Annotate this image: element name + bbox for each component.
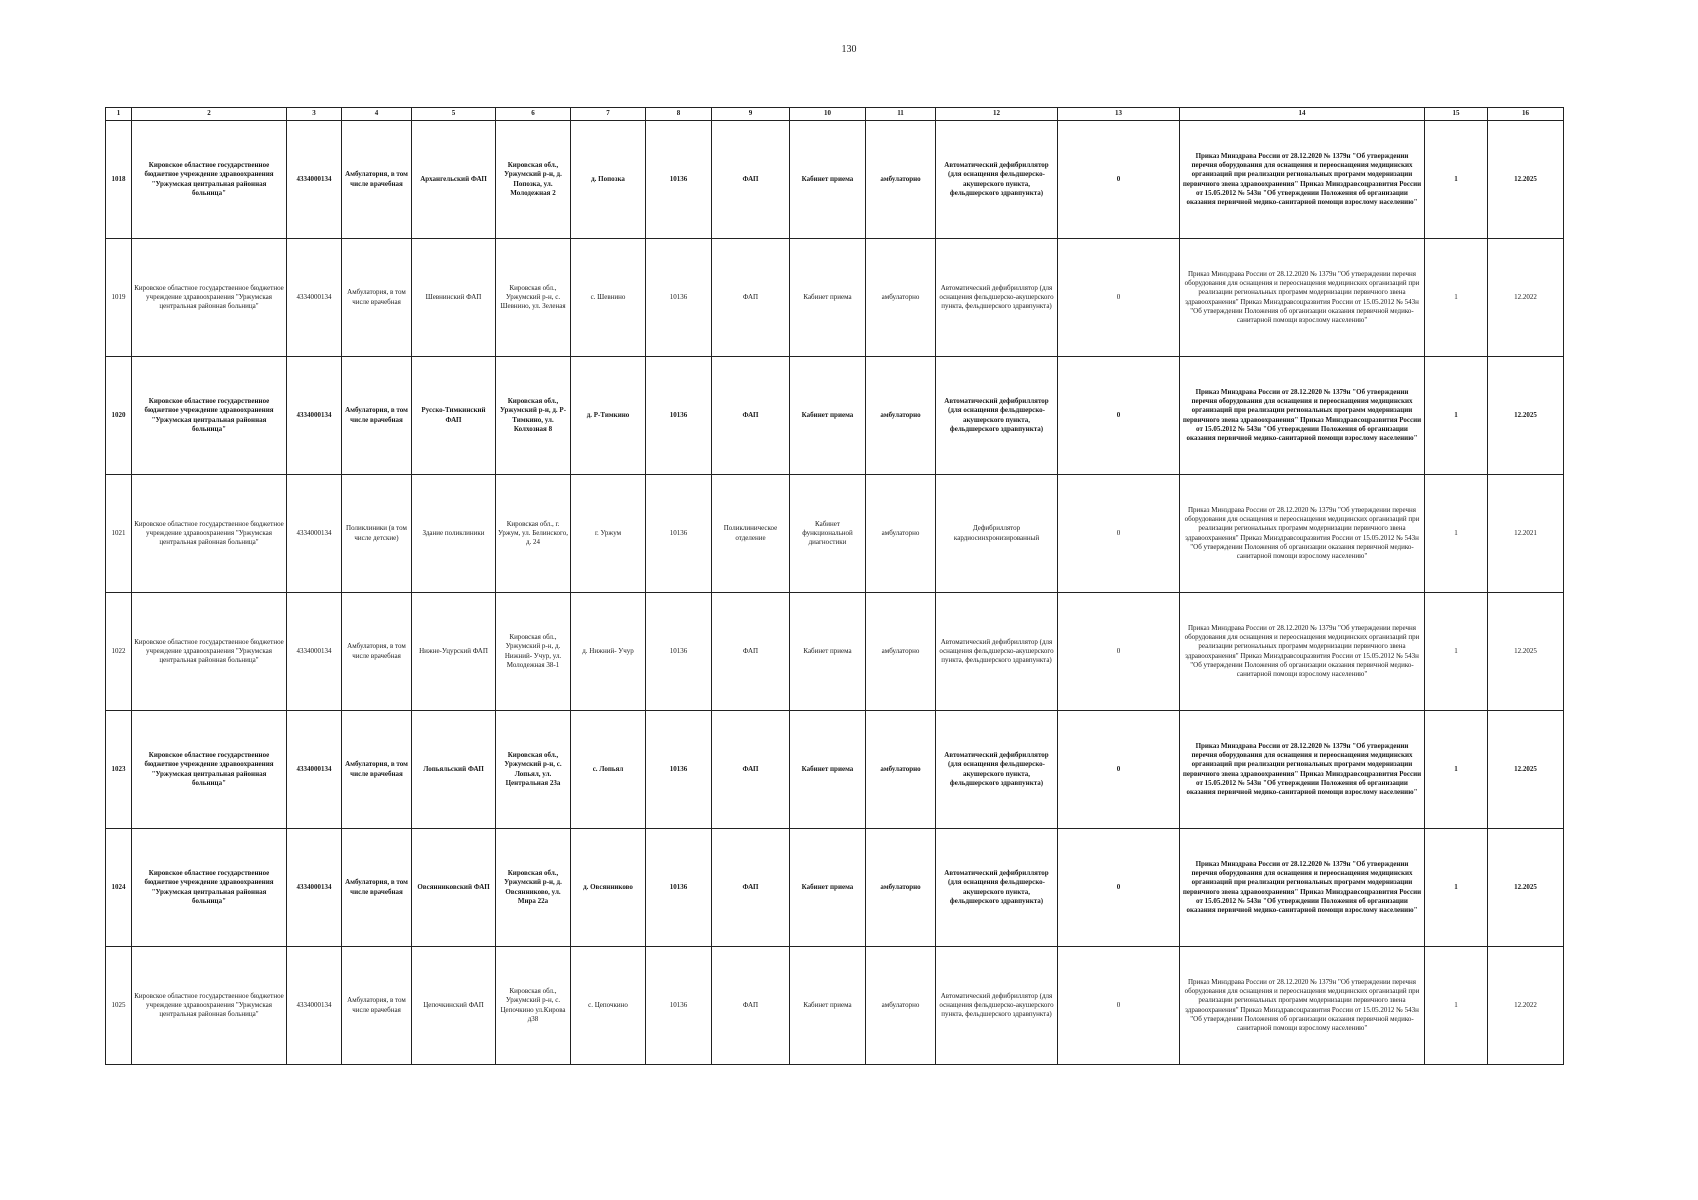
column-number-header: 1 [106,108,132,121]
inn-cell: 4334000134 [287,357,342,475]
locality-cell: с. Шевнино [571,239,646,357]
legal-basis-cell: Приказ Минздрава России от 28.12.2020 № 1379н "Об утверждении перечня оборудования для оснащения и переоснащения медицинских организаций при реализации региональных программ модернизации первичного звена здравоохранения" Приказ Минздравсоцразвития России от 15.05.2012 № 543н "Об утверждении Положения об организации оказания первичной медико-санитарной помощи взрослому населению" [1180,829,1425,947]
table-row [106,829,1564,947]
subdivision-cell: ФАП [712,947,790,1065]
table-row [106,475,1564,593]
organization-cell: Кировское областное государственное бюджетное учреждение здравоохранения "Уржумская центральная районная больница" [132,947,287,1065]
inn-cell: 4334000134 [287,947,342,1065]
legal-basis-cell: Приказ Минздрава России от 28.12.2020 № 1379н "Об утверждении перечня оборудования для оснащения и переоснащения медицинских организаций при реализации региональных программ модернизации первичного звена здравоохранения" Приказ Минздравсоцразвития России от 15.05.2012 № 543н "Об утверждении Положения об организации оказания первичной медико-санитарной помощи взрослому населению" [1180,357,1425,475]
subdivision-cell: ФАП [712,239,790,357]
delivery-date-cell: 12.2021 [1488,475,1564,593]
room-cell: Кабинет приема [790,239,866,357]
facility-type-cell: Амбулатория, в том числе врачебная [342,357,412,475]
room-cell: Кабинет приема [790,711,866,829]
oktmo-cell: 10136 [646,711,712,829]
care-condition-cell: амбулаторно [866,475,936,593]
legal-basis-cell: Приказ Минздрава России от 28.12.2020 № 1379н "Об утверждении перечня оборудования для оснащения и переоснащения медицинских организаций при реализации региональных программ модернизации первичного звена здравоохранения" Приказ Минздравсоцразвития России от 15.05.2012 № 543н "Об утверждении Положения об организации оказания первичной медико-санитарной помощи взрослому населению" [1180,239,1425,357]
row-number-cell: 1024 [106,829,132,947]
inn-cell: 4334000134 [287,475,342,593]
quantity-needed-cell: 1 [1425,121,1488,239]
subdivision-cell: Поликлиническое отделение [712,475,790,593]
subdivision-cell: ФАП [712,711,790,829]
unit-name-cell: Нижне-Уцурский ФАП [412,593,496,711]
quantity-needed-cell: 1 [1425,593,1488,711]
row-number-cell: 1018 [106,121,132,239]
equipment-registry-table [105,107,1564,1065]
equipment-name-cell: Дефибриллятор кардиосинхронизированный [936,475,1058,593]
subdivision-cell: ФАП [712,121,790,239]
oktmo-cell: 10136 [646,357,712,475]
quantity-available-cell: 0 [1058,711,1180,829]
column-number-header: 2 [132,108,287,121]
address-cell: Кировская обл., Уржумский р-н, д. Нижний- Учур, ул. Молодежная 38-1 [496,593,571,711]
unit-name-cell: Лопьяльский ФАП [412,711,496,829]
column-number-header: 15 [1425,108,1488,121]
equipment-name-cell: Автоматический дефибриллятор (для оснащения фельдшерско-акушерского пункта, фельдшерского здравпункта) [936,947,1058,1065]
subdivision-cell: ФАП [712,829,790,947]
care-condition-cell: амбулаторно [866,121,936,239]
column-number-header: 4 [342,108,412,121]
unit-name-cell: Здание поликлиники [412,475,496,593]
equipment-name-cell: Автоматический дефибриллятор (для оснащения фельдшерско-акушерского пункта, фельдшерского здравпункта) [936,121,1058,239]
column-number-header: 11 [866,108,936,121]
facility-type-cell: Поликлиники (в том числе детские) [342,475,412,593]
facility-type-cell: Амбулатория, в том числе врачебная [342,947,412,1065]
delivery-date-cell: 12.2022 [1488,947,1564,1065]
column-number-header: 6 [496,108,571,121]
quantity-needed-cell: 1 [1425,947,1488,1065]
column-number-header: 10 [790,108,866,121]
oktmo-cell: 10136 [646,947,712,1065]
column-number-header: 3 [287,108,342,121]
unit-name-cell: Русско-Тимкинский ФАП [412,357,496,475]
care-condition-cell: амбулаторно [866,829,936,947]
page-number: 130 [841,44,857,55]
unit-name-cell: Цепочкинский ФАП [412,947,496,1065]
quantity-needed-cell: 1 [1425,239,1488,357]
address-cell: Кировская обл., Уржумский р-н, с. Шевнино, ул. Зеленая [496,239,571,357]
room-cell: Кабинет приема [790,947,866,1065]
care-condition-cell: амбулаторно [866,357,936,475]
quantity-needed-cell: 1 [1425,357,1488,475]
equipment-name-cell: Автоматический дефибриллятор (для оснащения фельдшерско-акушерского пункта, фельдшерского здравпункта) [936,711,1058,829]
table-row [106,357,1564,475]
care-condition-cell: амбулаторно [866,947,936,1065]
care-condition-cell: амбулаторно [866,593,936,711]
inn-cell: 4334000134 [287,593,342,711]
column-number-header: 13 [1058,108,1180,121]
column-number-header: 8 [646,108,712,121]
column-number-header: 14 [1180,108,1425,121]
quantity-needed-cell: 1 [1425,829,1488,947]
inn-cell: 4334000134 [287,711,342,829]
oktmo-cell: 10136 [646,593,712,711]
column-number-header: 9 [712,108,790,121]
quantity-available-cell: 0 [1058,357,1180,475]
column-number-header: 16 [1488,108,1564,121]
room-cell: Кабинет приема [790,357,866,475]
address-cell: Кировская обл., Уржумский р-н, д. Овсянниково, ул. Мира 22а [496,829,571,947]
delivery-date-cell: 12.2025 [1488,121,1564,239]
care-condition-cell: амбулаторно [866,239,936,357]
room-cell: Кабинет приема [790,829,866,947]
row-number-cell: 1020 [106,357,132,475]
quantity-needed-cell: 1 [1425,475,1488,593]
oktmo-cell: 10136 [646,829,712,947]
column-number-header: 7 [571,108,646,121]
column-number-header: 12 [936,108,1058,121]
quantity-available-cell: 0 [1058,593,1180,711]
organization-cell: Кировское областное государственное бюджетное учреждение здравоохранения "Уржумская центральная районная больница" [132,121,287,239]
inn-cell: 4334000134 [287,121,342,239]
locality-cell: д. Овсянниково [571,829,646,947]
locality-cell: с. Лопьял [571,711,646,829]
organization-cell: Кировское областное государственное бюджетное учреждение здравоохранения "Уржумская центральная районная больница" [132,357,287,475]
equipment-name-cell: Автоматический дефибриллятор (для оснащения фельдшерско-акушерского пункта, фельдшерского здравпункта) [936,357,1058,475]
legal-basis-cell: Приказ Минздрава России от 28.12.2020 № 1379н "Об утверждении перечня оборудования для оснащения и переоснащения медицинских организаций при реализации региональных программ модернизации первичного звена здравоохранения" Приказ Минздравсоцразвития России от 15.05.2012 № 543н "Об утверждении Положения об организации оказания первичной медико-санитарной помощи взрослому населению" [1180,711,1425,829]
room-cell: Кабинет приема [790,593,866,711]
oktmo-cell: 10136 [646,239,712,357]
row-number-cell: 1025 [106,947,132,1065]
delivery-date-cell: 12.2025 [1488,357,1564,475]
quantity-available-cell: 0 [1058,121,1180,239]
care-condition-cell: амбулаторно [866,711,936,829]
facility-type-cell: Амбулатория, в том числе врачебная [342,829,412,947]
facility-type-cell: Амбулатория, в том числе врачебная [342,121,412,239]
legal-basis-cell: Приказ Минздрава России от 28.12.2020 № 1379н "Об утверждении перечня оборудования для оснащения и переоснащения медицинских организаций при реализации региональных программ модернизации первичного звена здравоохранения" Приказ Минздравсоцразвития России от 15.05.2012 № 543н "Об утверждении Положения об организации оказания первичной медико-санитарной помощи взрослому населению" [1180,947,1425,1065]
table-row [106,121,1564,239]
subdivision-cell: ФАП [712,357,790,475]
table-row [106,239,1564,357]
address-cell: Кировская обл., г. Уржум, ул. Белинского, д. 24 [496,475,571,593]
legal-basis-cell: Приказ Минздрава России от 28.12.2020 № 1379н "Об утверждении перечня оборудования для оснащения и переоснащения медицинских организаций при реализации региональных программ модернизации первичного звена здравоохранения" Приказ Минздравсоцразвития России от 15.05.2012 № 543н "Об утверждении Положения об организации оказания первичной медико-санитарной помощи взрослому населению" [1180,121,1425,239]
quantity-available-cell: 0 [1058,829,1180,947]
address-cell: Кировская обл., Уржумский р-н, с. Лопьял, ул. Центральная 23а [496,711,571,829]
locality-cell: д. Попозка [571,121,646,239]
quantity-available-cell: 0 [1058,239,1180,357]
unit-name-cell: Шевнинский ФАП [412,239,496,357]
delivery-date-cell: 12.2025 [1488,829,1564,947]
row-number-cell: 1023 [106,711,132,829]
address-cell: Кировская обл., Уржумский р-н, с. Цепочкино ул.Кирова д38 [496,947,571,1065]
organization-cell: Кировское областное государственное бюджетное учреждение здравоохранения "Уржумская центральная районная больница" [132,711,287,829]
row-number-cell: 1021 [106,475,132,593]
organization-cell: Кировское областное государственное бюджетное учреждение здравоохранения "Уржумская центральная районная больница" [132,475,287,593]
table-row [106,947,1564,1065]
column-number-header: 5 [412,108,496,121]
delivery-date-cell: 12.2025 [1488,593,1564,711]
legal-basis-cell: Приказ Минздрава России от 28.12.2020 № 1379н "Об утверждении перечня оборудования для оснащения и переоснащения медицинских организаций при реализации региональных программ модернизации первичного звена здравоохранения" Приказ Минздравсоцразвития России от 15.05.2012 № 543н "Об утверждении Положения об организации оказания первичной медико-санитарной помощи взрослому населению" [1180,475,1425,593]
facility-type-cell: Амбулатория, в том числе врачебная [342,711,412,829]
table-row [106,711,1564,829]
delivery-date-cell: 12.2025 [1488,711,1564,829]
room-cell: Кабинет приема [790,121,866,239]
subdivision-cell: ФАП [712,593,790,711]
equipment-name-cell: Автоматический дефибриллятор (для оснащения фельдшерско-акушерского пункта, фельдшерского здравпункта) [936,239,1058,357]
locality-cell: д. Нижний- Учур [571,593,646,711]
organization-cell: Кировское областное государственное бюджетное учреждение здравоохранения "Уржумская центральная районная больница" [132,593,287,711]
room-cell: Кабинет функциональной диагностики [790,475,866,593]
legal-basis-cell: Приказ Минздрава России от 28.12.2020 № 1379н "Об утверждении перечня оборудования для оснащения и переоснащения медицинских организаций при реализации региональных программ модернизации первичного звена здравоохранения" Приказ Минздравсоцразвития России от 15.05.2012 № 543н "Об утверждении Положения об организации оказания первичной медико-санитарной помощи взрослому населению" [1180,593,1425,711]
row-number-cell: 1019 [106,239,132,357]
locality-cell: г. Уржум [571,475,646,593]
organization-cell: Кировское областное государственное бюджетное учреждение здравоохранения "Уржумская центральная районная больница" [132,829,287,947]
unit-name-cell: Архангельский ФАП [412,121,496,239]
organization-cell: Кировское областное государственное бюджетное учреждение здравоохранения "Уржумская центральная районная больница" [132,239,287,357]
inn-cell: 4334000134 [287,239,342,357]
quantity-available-cell: 0 [1058,947,1180,1065]
locality-cell: д. Р-Тимкино [571,357,646,475]
row-number-cell: 1022 [106,593,132,711]
facility-type-cell: Амбулатория, в том числе врачебная [342,593,412,711]
oktmo-cell: 10136 [646,475,712,593]
inn-cell: 4334000134 [287,829,342,947]
equipment-name-cell: Автоматический дефибриллятор (для оснащения фельдшерско-акушерского пункта, фельдшерского здравпункта) [936,593,1058,711]
facility-type-cell: Амбулатория, в том числе врачебная [342,239,412,357]
address-cell: Кировская обл., Уржумский р-н, д. Р-Тимкино, ул. Колхозная 8 [496,357,571,475]
locality-cell: с. Цепочкино [571,947,646,1065]
unit-name-cell: Овсянниковский ФАП [412,829,496,947]
quantity-available-cell: 0 [1058,475,1180,593]
equipment-name-cell: Автоматический дефибриллятор (для оснащения фельдшерско-акушерского пункта, фельдшерского здравпункта) [936,829,1058,947]
column-number-row [106,108,1564,121]
table-row [106,593,1564,711]
delivery-date-cell: 12.2022 [1488,239,1564,357]
quantity-needed-cell: 1 [1425,711,1488,829]
oktmo-cell: 10136 [646,121,712,239]
address-cell: Кировская обл., Уржумский р-н, д. Попозка, ул. Молодежная 2 [496,121,571,239]
